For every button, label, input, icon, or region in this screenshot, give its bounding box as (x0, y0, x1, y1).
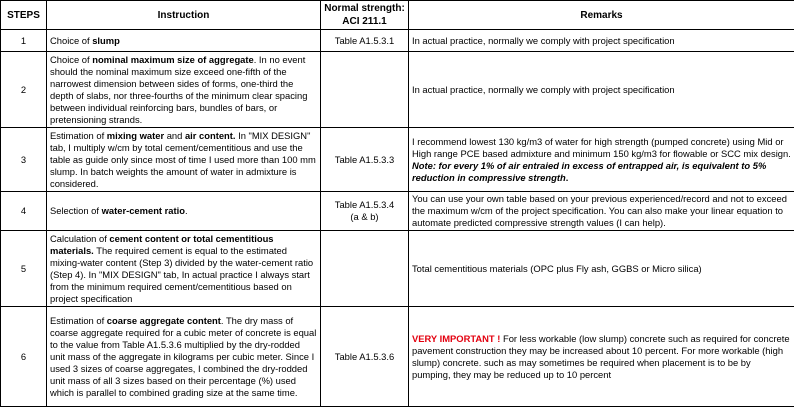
instruction-text: Selection of (50, 205, 102, 216)
instruction-text: . (184, 205, 188, 216)
header-normal-line2: ACI 211.1 (342, 16, 387, 27)
norm-reference: Table A1.5.3.1 (321, 30, 409, 52)
instruction-keyword: coarse aggregate content (106, 314, 221, 326)
remark-cell: In actual practice, normally we comply with project specification (409, 30, 794, 52)
instruction-cell (47, 231, 321, 307)
step-number: 1 (1, 30, 47, 52)
table-row (1, 52, 794, 128)
very-important-label: VERY IMPORTANT ! (412, 332, 501, 344)
step-number: 3 (1, 128, 47, 192)
norm-reference: Table A1.5.3.6 (321, 307, 409, 407)
instruction-cell (47, 128, 321, 192)
norm-reference (321, 231, 409, 307)
instruction-text: . The dry mass of coarse aggregate required for a cubic meter of concrete is equal to the value from Table A1.5.3.6 multiplied by the dry-rodded unit mass of the aggregate in kilograms per cubic meter. Since I used 3 sizes of coarse aggregates, I combined the dry-rodded unit mass of all 3 sizes based on their percentage (%) used which is parallel to combined grading size at the same time. (50, 314, 317, 398)
instruction-keyword: air content. (184, 129, 236, 141)
remark-note: Note: for every 1% of air entraied in excess of entrapped air, is equivalent to 5% reduction in compressive strength (412, 159, 767, 183)
table-row (1, 128, 794, 192)
instruction-keyword: water-cement ratio (101, 205, 185, 216)
remark-text: . (565, 171, 569, 183)
instruction-cell (47, 30, 321, 52)
step-number: 6 (1, 307, 47, 407)
instruction-text: The required cement is equal to the estimated mixing-water content (Step 3) divided by the water-cement ratio (Step 4). In "MIX DESIGN" tab, In actual practice I always start from the minimum required cement/cementitious based on project specification (50, 244, 314, 304)
remark-cell (409, 128, 794, 192)
instruction-cell (47, 52, 321, 128)
step-number: 4 (1, 192, 47, 231)
header-remarks: Remarks (409, 1, 794, 30)
instruction-keyword: mixing water (106, 129, 165, 141)
instruction-text: In "MIX DESIGN" tab, I multiply w/cm by total cement/cementitious and use the table as guide only since most of time I used more than 100 mm slump. In batch weights the amount of water in admixture is considered. (50, 129, 316, 189)
table-row (1, 307, 794, 407)
instruction-keyword: nominal maximum size of aggregate (92, 53, 254, 65)
instruction-text: Estimation of (50, 129, 107, 141)
remark-cell: You can use your own table based on your previous experienced/record and not to exceed the maximum w/cm of the project specification. You can also make your linear equation to automate predicted compressive strength values (I can help). (409, 192, 794, 231)
instruction-keyword: slump (92, 34, 120, 46)
instruction-cell (47, 192, 321, 231)
norm-reference-line1: Table A1.5.3.4 (334, 199, 395, 210)
instruction-text: and (164, 129, 185, 141)
norm-reference (321, 192, 409, 231)
instruction-keyword: cement content or total cementitious materials. (50, 232, 274, 256)
header-normal-line1: Normal strength: (324, 3, 405, 14)
instruction-text: Choice of (50, 53, 93, 65)
remark-cell: In actual practice, normally we comply with project specification (409, 52, 794, 128)
remark-cell: Total cementitious materials (OPC plus Fly ash, GGBS or Micro silica) (409, 231, 794, 307)
instruction-text: Choice of (50, 34, 93, 46)
table-row (1, 30, 794, 52)
norm-reference: Table A1.5.3.3 (321, 128, 409, 192)
remark-text: I recommend lowest 130 kg/m3 of water for high strength (pumped concrete) using Mid or High range PCE based admixture and minimum 150 kg/m3 for flowable or SCC mix design. (412, 135, 791, 159)
header-steps: STEPS (1, 1, 47, 30)
remark-text: For less workable (low slump) concrete such as required for concrete pavement construction they may be increased about 10 percent. For more workable (high slump) concrete. such as may sometimes be required when placement is to be by pumping, they may be reduced up to 10 percent (412, 332, 790, 380)
table-row (1, 192, 794, 231)
norm-reference-line2: (a & b) (350, 211, 379, 222)
instruction-text: . In no event should the nominal maximum size exceed one-fifth of the narrowest dimension between sides of forms, one-third the depth of slabs, nor three-fourths of the minimum clear spacing between individual reinforcing bars, bundles of bars, or pretensioning strands. (50, 53, 308, 125)
norm-reference (321, 52, 409, 128)
instruction-text: Calculation of (50, 232, 110, 244)
step-number: 2 (1, 52, 47, 128)
header-row (1, 1, 794, 30)
header-instruction: Instruction (47, 1, 321, 30)
instruction-cell (47, 307, 321, 407)
instruction-text: Estimation of (50, 314, 107, 326)
header-normal-strength (321, 1, 409, 30)
remark-cell (409, 307, 794, 407)
step-number: 5 (1, 231, 47, 307)
table-row (1, 231, 794, 307)
